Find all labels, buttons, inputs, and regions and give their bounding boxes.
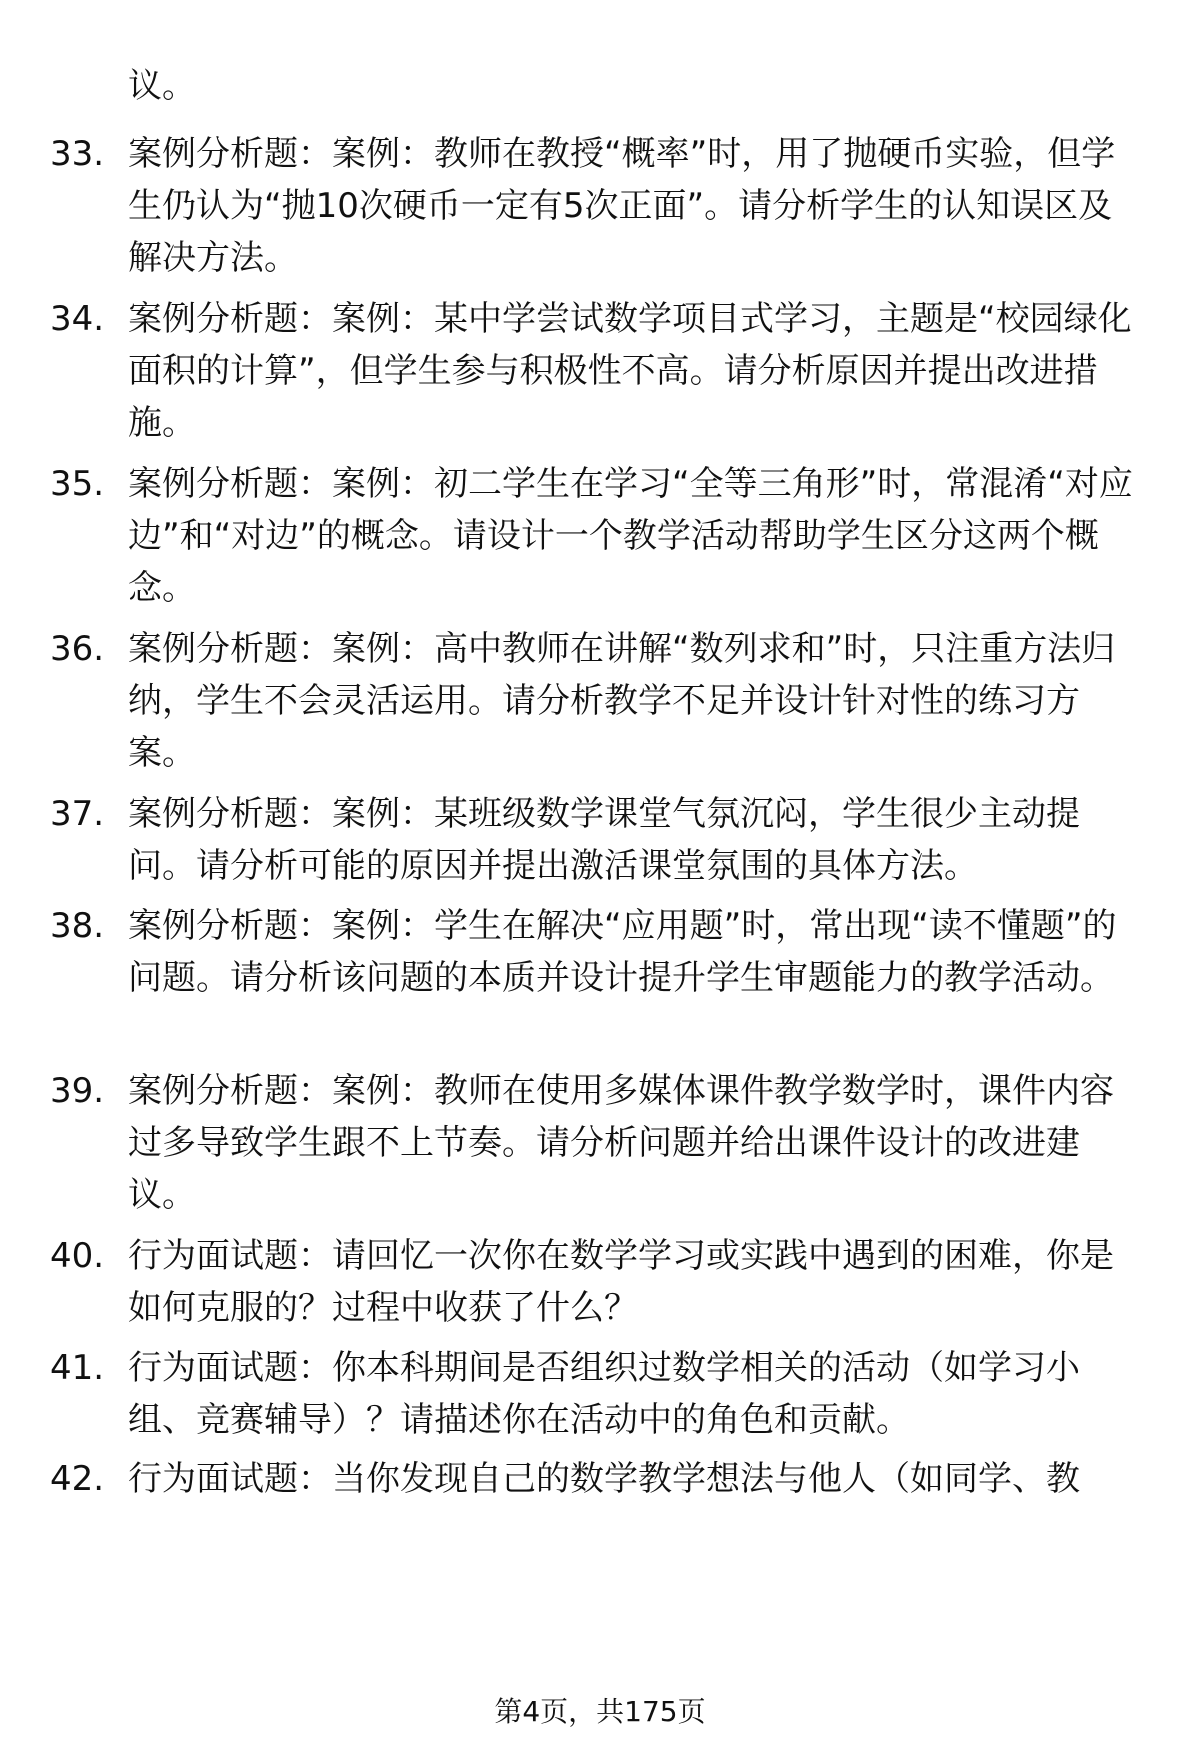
question-number: 33. xyxy=(50,134,105,174)
question-text: 案例分析题：案例：某班级数学课堂气氛沉闷，学生很少主动提问。请分析可能的原因并提出激活课堂氛围的具体方法。 xyxy=(128,794,1080,886)
question-number: 41. xyxy=(50,1348,105,1388)
question-41 xyxy=(50,1342,1140,1446)
question-number: 35. xyxy=(50,464,105,504)
question-number: 40. xyxy=(50,1236,105,1276)
question-33 xyxy=(50,128,1140,284)
question-text: 案例分析题：案例：教师在教授“概率”时，用了抛硬币实验，但学生仍认为“抛10次硬币一定有5次正面”。请分析学生的认知误区及解决方法。 xyxy=(128,134,1116,278)
question-text: 案例分析题：案例：学生在解决“应用题”时，常出现“读不懂题”的问题。请分析该问题的本质并设计提升学生审题能力的教学活动。 xyxy=(128,906,1117,998)
question-35 xyxy=(50,458,1140,614)
page-footer: 第4页，共175页 xyxy=(494,1695,706,1728)
question-number: 42. xyxy=(50,1459,105,1499)
question-number: 36. xyxy=(50,629,105,669)
question-36 xyxy=(50,623,1140,779)
continuation-text: 议。 xyxy=(128,66,196,106)
question-37 xyxy=(50,788,1140,892)
question-text: 行为面试题：当你发现自己的数学教学想法与他人（如同学、教 xyxy=(128,1459,1080,1499)
question-text: 案例分析题：案例：高中教师在讲解“数列求和”时，只注重方法归纳，学生不会灵活运用。请分析教学不足并设计针对性的练习方案。 xyxy=(128,629,1116,773)
question-number: 34. xyxy=(50,299,105,339)
question-text: 案例分析题：案例：教师在使用多媒体课件教学数学时，课件内容过多导致学生跟不上节奏。请分析问题并给出课件设计的改进建议。 xyxy=(128,1071,1114,1215)
question-text: 行为面试题：请回忆一次你在数学学习或实践中遇到的困难，你是如何克服的？过程中收获了什么？ xyxy=(128,1236,1114,1328)
question-text: 案例分析题：案例：初二学生在学习“全等三角形”时，常混淆“对应边”和“对边”的概念。请设计一个教学活动帮助学生区分这两个概念。 xyxy=(128,464,1133,608)
question-34 xyxy=(50,293,1140,449)
question-42 xyxy=(50,1453,1140,1505)
question-39 xyxy=(50,1065,1140,1221)
question-38 xyxy=(50,900,1140,1004)
question-text: 案例分析题：案例：某中学尝试数学项目式学习，主题是“校园绿化面积的计算”，但学生参与积极性不高。请分析原因并提出改进措施。 xyxy=(128,299,1132,443)
question-number: 39. xyxy=(50,1071,105,1111)
question-number: 38. xyxy=(50,906,105,946)
question-40 xyxy=(50,1230,1140,1334)
question-text: 行为面试题：你本科期间是否组织过数学相关的活动（如学习小组、竞赛辅导）？请描述你在活动中的角色和贡献。 xyxy=(128,1348,1080,1440)
question-number: 37. xyxy=(50,794,105,834)
